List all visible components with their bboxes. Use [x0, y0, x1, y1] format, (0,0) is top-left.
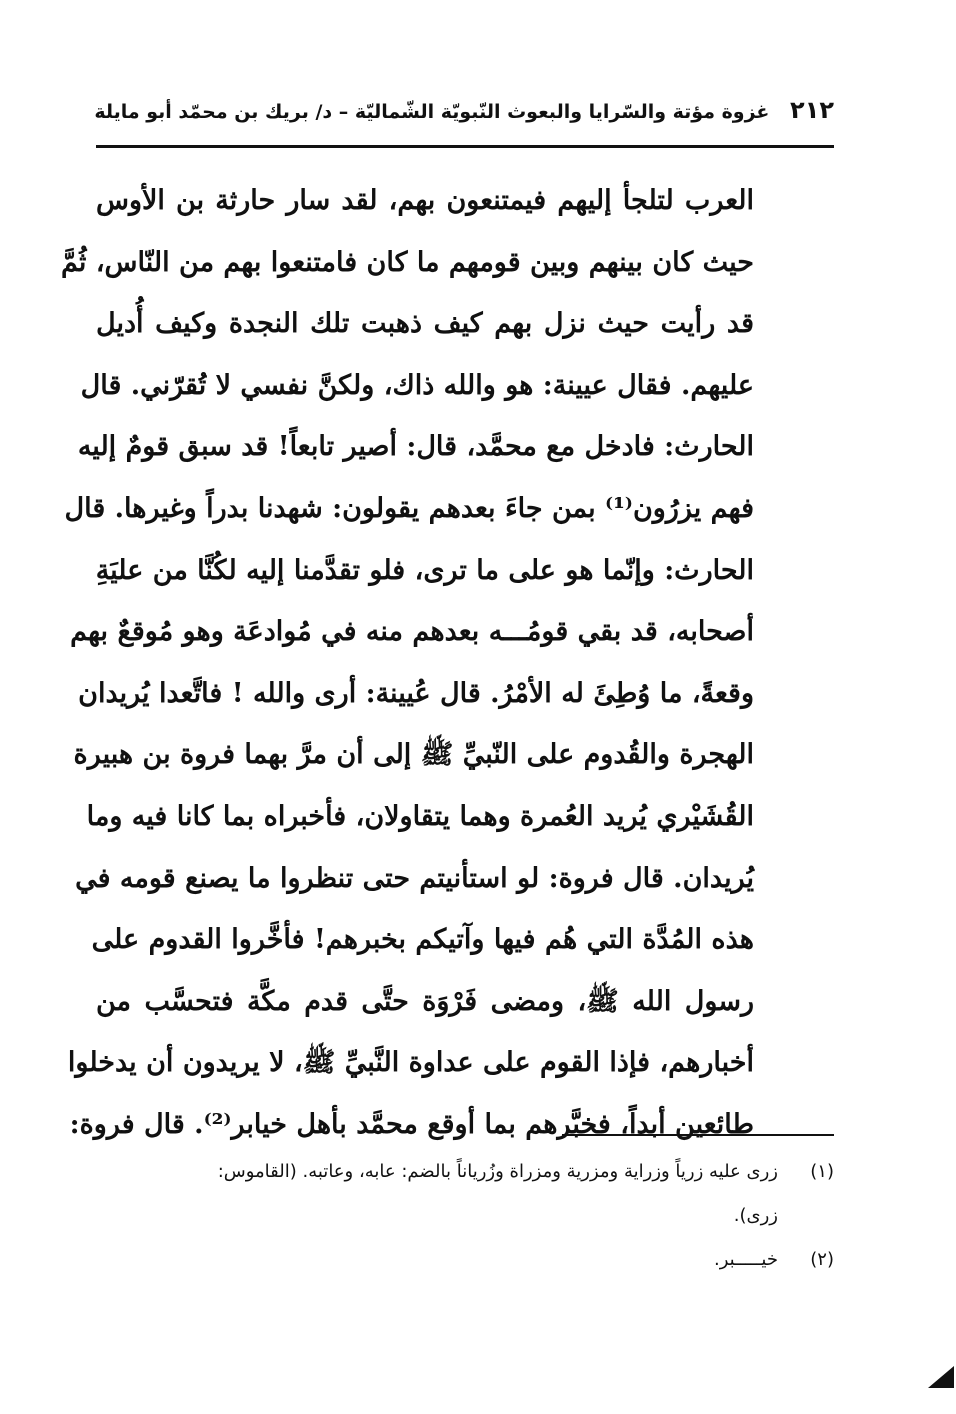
- footnote-1-continuation: زرى).: [733, 1205, 778, 1226]
- page-corner-mark: [928, 1366, 954, 1388]
- body-line: قد رأيت حيث نزل بهم كيف ذهبت تلك النجدة وكيف أُديل: [96, 308, 754, 340]
- body-line: العرب لتلجأ إليهم فيمتنعون بهم، لقد سار حارثة بن الأوس: [96, 185, 754, 216]
- footnote-text: زرى عليه زرياً وزراية ومزرية ومزراة وزُرياناً بالضم: عابه، وعاتبه. (القاموس:: [217, 1161, 778, 1182]
- body-text: [60, 170, 754, 1156]
- body-line: أخبارهم، فإذا القوم على عداوة النَّبيِّ ﷺ، لا يريدون أن يدخلوا: [67, 1047, 754, 1079]
- body-line: عليهم. فقال عيينة: هو والله ذاك، ولكنَّ نفسي لا تُقرّني. قال: [80, 369, 754, 401]
- body-line: القُشَيْري يُريد العُمرة وهما يتقاولان، فأخبراه بما كانا فيه وما: [86, 800, 754, 832]
- running-title: غزوة مؤتة والسّرايا والبعوث النّبويّة الشّماليّة – د/ بريك بن محمّد أبو مايلة: [94, 101, 770, 123]
- footnote-rule: [562, 1134, 834, 1136]
- footnotes: [96, 1150, 834, 1282]
- body-line: طائعين أبداً، فخبَّرهم بما أوقع محمَّد بأهل خيابر⁽²⁾. قال فروة:: [69, 1108, 754, 1140]
- footnote-1: [96, 1150, 834, 1194]
- header-text: [94, 96, 834, 124]
- body-line: الهجرة والقُدوم على النّبيِّ ﷺ إلى أن مرَّ بهما فروة بن هبيرة: [73, 739, 754, 771]
- page-header: [96, 88, 834, 148]
- body-line: الحارث: وإنّما هو على ما ترى، فلو تقدَّمنا إليه لكُنَّا من عليَةِ: [95, 554, 754, 586]
- body-line: حيث كان بينهم وبين قومهم ما كان فامتنعوا بهم من النّاس، ثُمَّ: [60, 246, 754, 278]
- body-line: الحارث: فادخل مع محمَّد، قال: أصير تابعاً! قد سبق قومٌ إليه: [77, 431, 754, 463]
- body-line: رسول الله ﷺ، ومضى فَرْوَة حتَّى قدم مكَّة فتحسَّب من: [96, 985, 754, 1017]
- footnote-2: [96, 1238, 834, 1282]
- footnote-number: (٢): [810, 1249, 834, 1270]
- body-line: فهم يزرُون⁽¹⁾ بمن جاءَ بعدهم يقولون: شهدنا بدراً وغيرها. قال: [64, 492, 754, 524]
- page-number: ٢١٢: [790, 96, 834, 124]
- footnote-text: خيـــــبر.: [713, 1249, 778, 1270]
- body-line: وقعةً، ما وُطِئَ له الأمْرُ. قال عُيينة: أرى والله ! فاتَّعدا يُريدان: [78, 677, 754, 709]
- body-line: هذه المُدَّة التي هُم فيها وآتيكم بخبرهم! فأخَّروا القدوم على: [91, 924, 754, 956]
- footnote-number: (١): [810, 1161, 834, 1182]
- body-line: يُريدان. قال فروة: لو استأنيتم حتى تنظروا ما يصنع قومه في: [75, 862, 754, 894]
- body-line: أصحابه، قد بقي قومُـــه بعدهم منه في مُوادعَة وهو مُوقعٌ بهم: [70, 616, 754, 648]
- header-rule: [96, 145, 834, 148]
